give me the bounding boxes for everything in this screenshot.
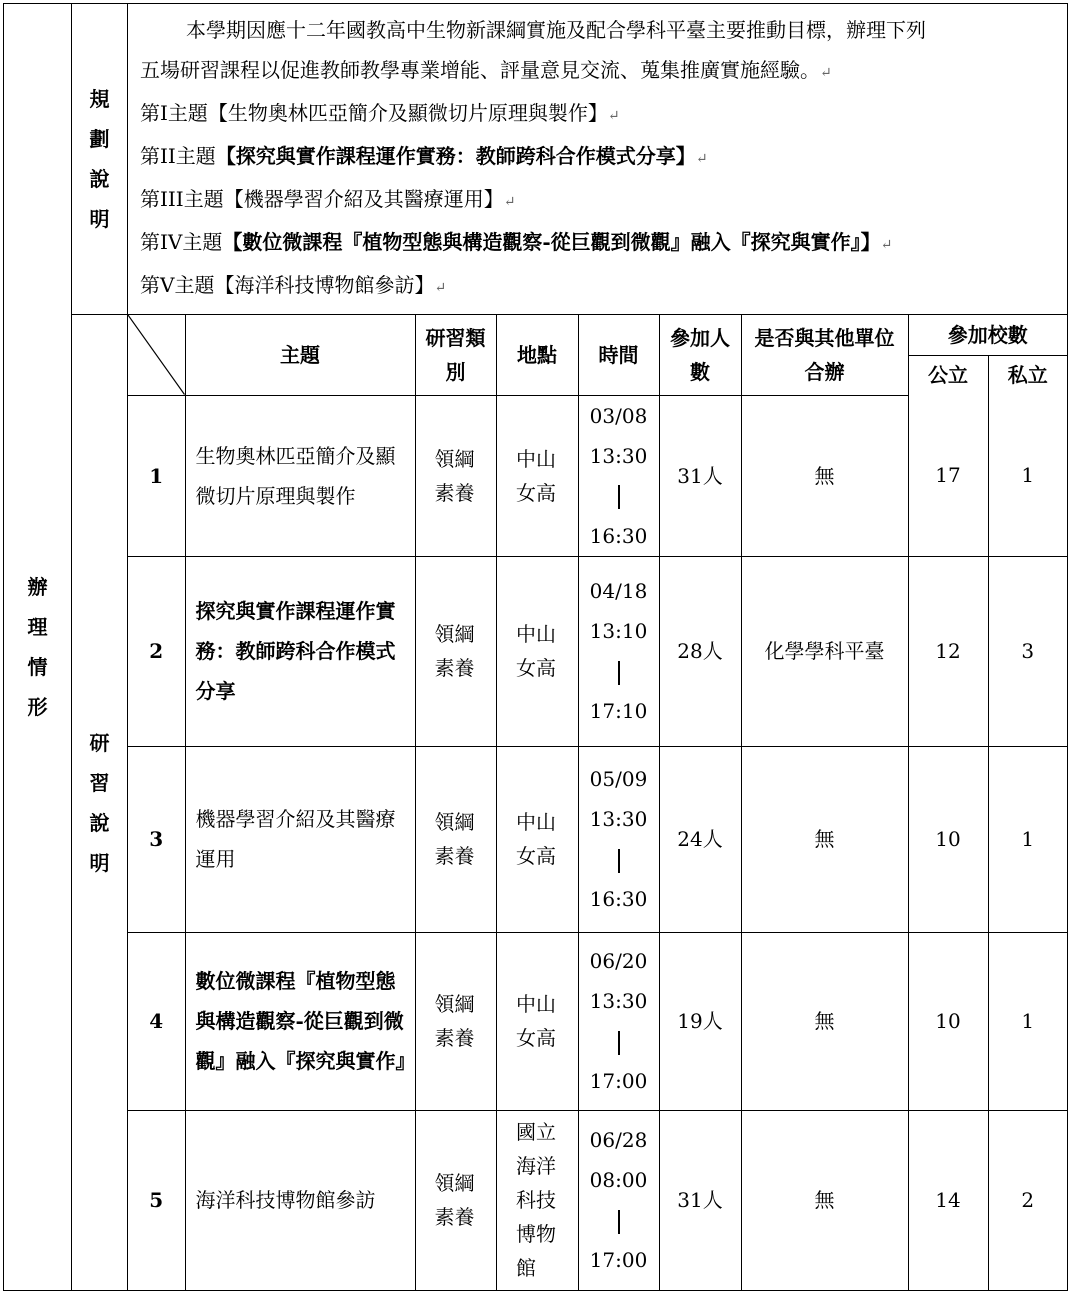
session-end-time: 17:00 xyxy=(589,1069,648,1093)
plan-intro-text: 五場研習課程以促進教師教學專業增能、評量意見交流、蒐集推廣實施經驗。 xyxy=(140,58,820,82)
theme-title: 【海洋科技博物館參訪】 xyxy=(214,273,435,297)
plan-label-cell xyxy=(72,4,128,315)
session-private-count xyxy=(988,395,1067,556)
session-time xyxy=(578,556,659,746)
return-mark-icon: ↵ xyxy=(695,151,708,167)
session-co-host-text: 化學學科平臺 xyxy=(764,639,885,663)
header-type: 研習類別 xyxy=(415,315,496,395)
session-time xyxy=(578,395,659,556)
label-char: 明 xyxy=(89,207,110,231)
session-row xyxy=(128,932,1067,1110)
session-end-time: 16:30 xyxy=(589,523,648,548)
session-number xyxy=(128,556,185,746)
training-row xyxy=(4,315,1068,1291)
session-start-time: 13:30 xyxy=(589,807,648,831)
session-date: 06/20 xyxy=(589,949,648,973)
session-type-text: 領綱素養 xyxy=(434,622,475,680)
session-participants xyxy=(659,556,741,746)
session-number-text: 3 xyxy=(149,827,164,851)
session-co-host xyxy=(741,556,908,746)
session-topic xyxy=(185,746,415,932)
session-private-count-text: 1 xyxy=(1021,1009,1035,1033)
session-end-time: 17:10 xyxy=(589,699,648,723)
time-range-bar-icon xyxy=(583,839,655,879)
theme-prefix: 第III主題 xyxy=(140,187,224,211)
session-location xyxy=(496,1110,578,1290)
label-char: 情 xyxy=(27,655,48,679)
session-row xyxy=(128,1110,1067,1290)
session-private-count xyxy=(988,1110,1067,1290)
plan-label xyxy=(72,79,127,239)
session-end-time: 16:30 xyxy=(589,887,648,911)
session-public-count-text: 12 xyxy=(935,639,961,663)
plan-theme-4 xyxy=(140,222,1063,265)
session-number xyxy=(128,746,185,932)
session-time xyxy=(578,746,659,932)
header-private: 私立 xyxy=(988,355,1067,395)
session-row xyxy=(128,395,1067,556)
theme-title: 【機器學習介紹及其醫療運用】 xyxy=(223,187,504,211)
theme-prefix: 第IV主題 xyxy=(140,230,223,254)
return-mark-icon: ↵ xyxy=(434,280,447,296)
session-co-host xyxy=(741,932,908,1110)
diagonal-header-cell xyxy=(128,315,185,395)
return-mark-icon: ↵ xyxy=(503,194,516,210)
plan-theme-3 xyxy=(140,179,1063,222)
label-char: 規 xyxy=(89,87,110,111)
time-range-bar-icon xyxy=(583,476,655,516)
session-type xyxy=(415,395,496,556)
theme-title: 【數位微課程『植物型態與構造觀察-從巨觀到微觀』融入『探究與實作』】 xyxy=(222,230,881,254)
return-mark-icon: ↵ xyxy=(880,237,893,253)
range-bar xyxy=(618,849,620,873)
session-location xyxy=(496,932,578,1110)
session-type xyxy=(415,556,496,746)
training-label-cell xyxy=(72,315,128,1291)
time-range-bar-icon xyxy=(583,1200,655,1240)
session-public-count-text: 10 xyxy=(935,1009,961,1033)
label-char: 辦 xyxy=(27,575,48,599)
session-public-count-text: 14 xyxy=(935,1188,961,1213)
session-topic xyxy=(185,1110,415,1290)
session-topic xyxy=(185,932,415,1110)
session-co-host xyxy=(741,395,908,556)
session-location xyxy=(496,395,578,556)
session-participants-text: 28人 xyxy=(677,639,723,663)
session-participants-text: 31人 xyxy=(677,1188,723,1213)
label-char: 形 xyxy=(27,695,48,719)
range-bar xyxy=(618,661,620,685)
session-row xyxy=(128,746,1067,932)
session-date: 06/28 xyxy=(589,1128,648,1153)
session-location-text: 中山女高 xyxy=(516,992,556,1050)
session-rows xyxy=(128,395,1067,1290)
session-co-host-text: 無 xyxy=(814,463,835,488)
session-row xyxy=(128,556,1067,746)
session-topic xyxy=(185,556,415,746)
session-topic-text: 生物奧林匹亞簡介及顯微切片原理與製作 xyxy=(195,443,396,508)
header-schools: 參加校數 xyxy=(908,315,1067,355)
header-row-1 xyxy=(128,315,1067,355)
session-location xyxy=(496,746,578,932)
session-location xyxy=(496,556,578,746)
session-start-time: 13:30 xyxy=(589,989,648,1013)
range-bar xyxy=(618,1210,620,1234)
session-time xyxy=(578,932,659,1110)
label-char: 習 xyxy=(89,770,110,795)
label-char: 理 xyxy=(27,615,48,639)
training-table-cell xyxy=(128,315,1068,1291)
header-time: 時間 xyxy=(578,315,659,395)
session-end-time: 17:00 xyxy=(589,1248,648,1273)
header-public: 公立 xyxy=(908,355,988,395)
header-topic: 主題 xyxy=(185,315,415,395)
plan-theme-2 xyxy=(140,136,1063,179)
session-public-count xyxy=(908,556,988,746)
session-public-count xyxy=(908,1110,988,1290)
theme-prefix: 第V主題 xyxy=(140,273,215,297)
return-mark-icon: ↵ xyxy=(607,108,620,124)
range-bar xyxy=(618,485,620,509)
plan-row xyxy=(4,4,1068,315)
session-type-text: 領綱素養 xyxy=(434,1171,475,1230)
session-time xyxy=(578,1110,659,1290)
theme-prefix: 第II主題 xyxy=(140,144,216,168)
session-participants-text: 19人 xyxy=(677,1009,723,1033)
session-type-text: 領綱素養 xyxy=(434,992,475,1050)
session-topic-text: 海洋科技博物館參訪 xyxy=(195,1188,376,1213)
label-char: 劃 xyxy=(89,127,110,151)
session-private-count xyxy=(988,746,1067,932)
session-public-count xyxy=(908,395,988,556)
session-private-count-text: 1 xyxy=(1021,827,1035,851)
session-location-text: 中山女高 xyxy=(516,446,556,505)
session-number-text: 5 xyxy=(149,1188,164,1213)
session-type-text: 領綱素養 xyxy=(434,446,475,505)
session-participants xyxy=(659,746,741,932)
outer-label-cell xyxy=(4,4,72,1291)
session-number-text: 4 xyxy=(149,1009,164,1033)
session-co-host xyxy=(741,746,908,932)
session-number xyxy=(128,932,185,1110)
session-number-text: 1 xyxy=(149,463,164,488)
session-private-count-text: 2 xyxy=(1021,1188,1035,1213)
session-private-count xyxy=(988,932,1067,1110)
session-participants xyxy=(659,395,741,556)
label-char: 說 xyxy=(89,810,110,835)
session-private-count xyxy=(988,556,1067,746)
plan-description xyxy=(128,4,1068,315)
session-location-text: 中山女高 xyxy=(516,622,556,680)
session-participants xyxy=(659,1110,741,1290)
session-start-time: 13:10 xyxy=(589,619,648,643)
training-table xyxy=(128,315,1067,1290)
plan-theme-1 xyxy=(140,93,1063,136)
plan-theme-5 xyxy=(140,265,1063,308)
session-co-host-text: 無 xyxy=(814,1009,835,1033)
time-range-bar-icon xyxy=(583,1021,655,1061)
label-char: 說 xyxy=(89,167,110,191)
header-location: 地點 xyxy=(496,315,578,395)
training-label xyxy=(72,723,127,883)
header-co-host: 是否與其他單位合辦 xyxy=(741,315,908,395)
session-type-text: 領綱素養 xyxy=(434,810,475,868)
session-public-count-text: 17 xyxy=(935,463,961,488)
theme-title: 【生物奧林匹亞簡介及顯微切片原理與製作】 xyxy=(207,101,608,125)
session-date: 05/09 xyxy=(589,767,648,791)
session-type xyxy=(415,1110,496,1290)
theme-title: 【探究與實作課程運作實務：教師跨科合作模式分享】 xyxy=(215,144,696,168)
session-public-count xyxy=(908,932,988,1110)
label-char: 研 xyxy=(89,730,110,755)
session-topic-text: 機器學習介紹及其醫療運用 xyxy=(195,807,396,871)
session-co-host xyxy=(741,1110,908,1290)
plan-intro-line-1: 本學期因應十二年國教高中生物新課綱實施及配合學科平臺主要推動目標，辦理下列 xyxy=(186,18,926,42)
session-topic xyxy=(185,395,415,556)
session-private-count-text: 1 xyxy=(1021,463,1035,488)
range-bar xyxy=(618,1031,620,1055)
theme-prefix: 第I主題 xyxy=(140,101,208,125)
session-participants xyxy=(659,932,741,1110)
session-location-text: 國立海洋科技博物館 xyxy=(516,1120,556,1281)
report-table xyxy=(3,3,1068,1291)
session-type xyxy=(415,746,496,932)
session-date: 03/08 xyxy=(589,403,648,428)
session-type xyxy=(415,932,496,1110)
session-start-time: 13:30 xyxy=(589,443,648,468)
session-location-text: 中山女高 xyxy=(516,810,556,868)
session-public-count xyxy=(908,746,988,932)
session-private-count-text: 3 xyxy=(1021,639,1035,663)
session-date: 04/18 xyxy=(589,579,648,603)
outer-label xyxy=(4,567,71,727)
session-public-count-text: 10 xyxy=(935,827,961,851)
diagonal-line-icon xyxy=(128,315,185,395)
return-mark-icon: ↵ xyxy=(820,65,832,81)
session-number xyxy=(128,395,185,556)
session-number-text: 2 xyxy=(149,639,164,663)
time-range-bar-icon xyxy=(583,651,655,691)
session-topic-text: 數位微課程『植物型態與構造觀察-從巨觀到微觀』融入『探究與實作』 xyxy=(195,969,416,1073)
session-topic-text: 探究與實作課程運作實務：教師跨科合作模式分享 xyxy=(195,599,396,703)
session-co-host-text: 無 xyxy=(814,827,835,851)
session-number xyxy=(128,1110,185,1290)
session-participants-text: 31人 xyxy=(677,463,723,488)
session-co-host-text: 無 xyxy=(814,1188,835,1213)
label-char: 明 xyxy=(89,850,110,875)
session-participants-text: 24人 xyxy=(677,827,723,851)
plan-intro-line-2 xyxy=(140,50,1063,93)
header-participants: 參加人數 xyxy=(659,315,741,395)
session-start-time: 08:00 xyxy=(589,1168,648,1193)
